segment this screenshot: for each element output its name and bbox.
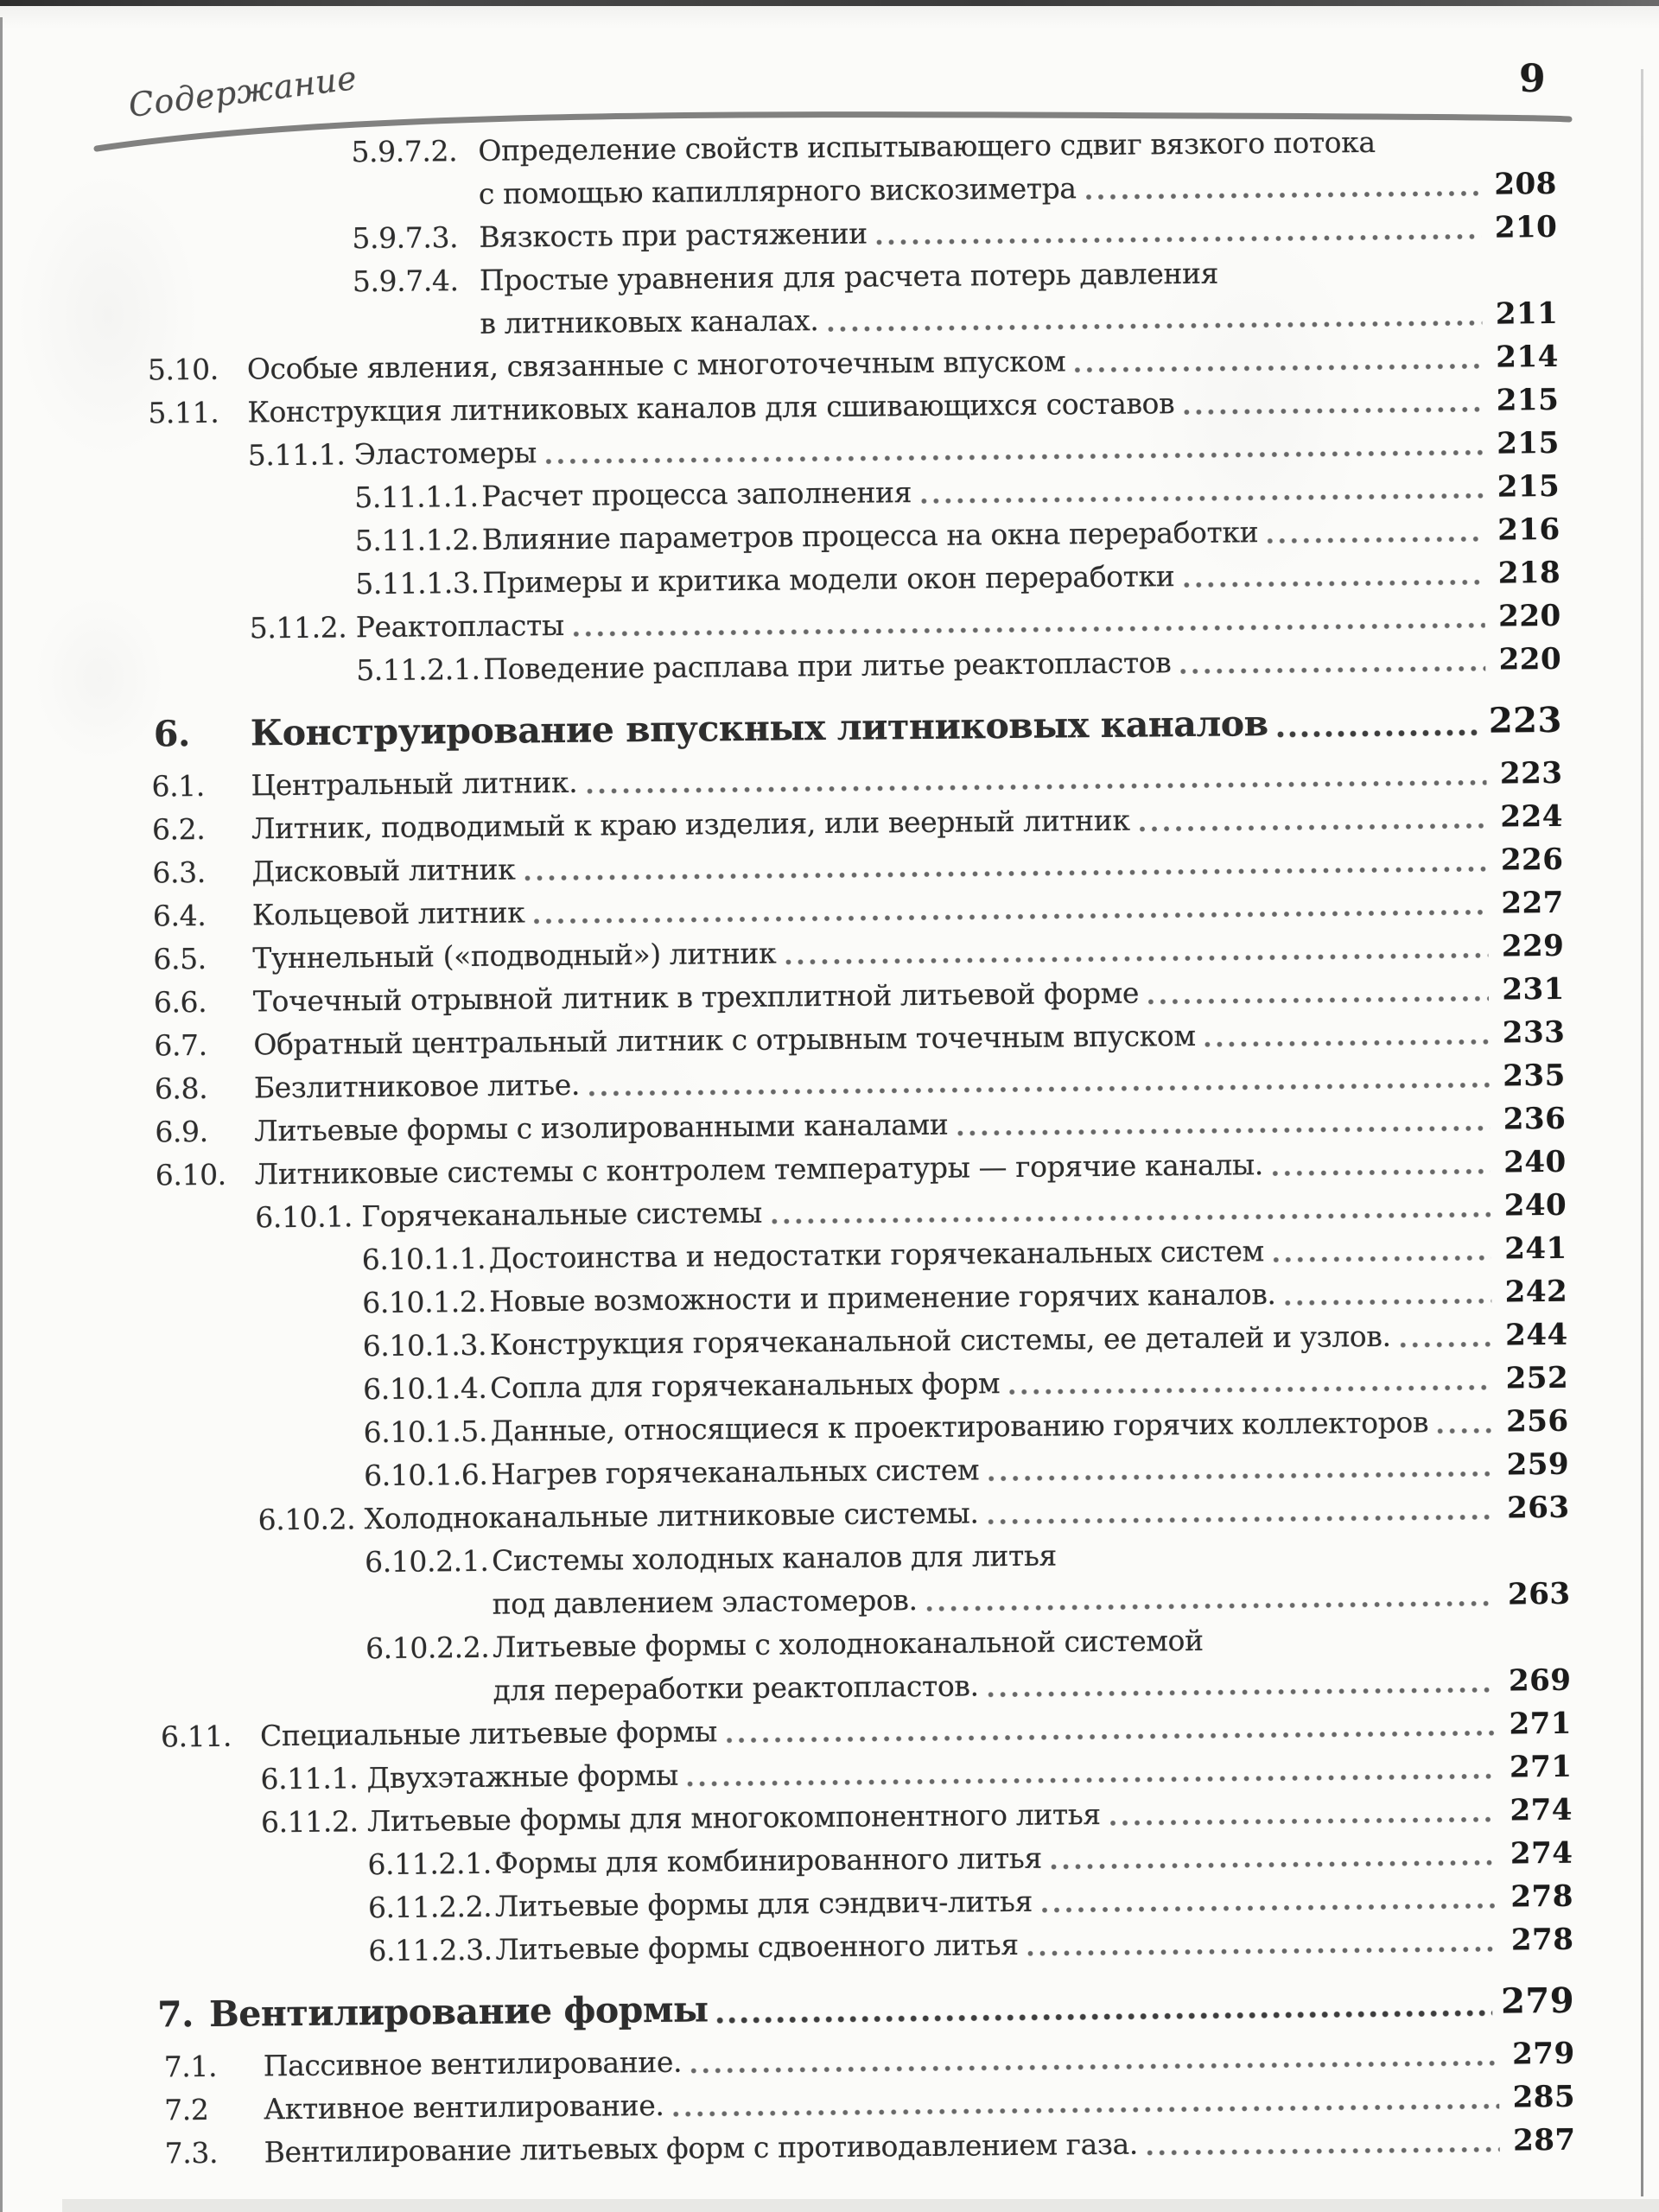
toc-entry-page: 231 xyxy=(1502,971,1566,1007)
toc-entry-title: Определение свойств испытывающего сдвиг вязкого потока xyxy=(478,124,1376,168)
toc-entry-page: 210 xyxy=(1494,209,1558,245)
toc-entry-page: 263 xyxy=(1506,1490,1570,1526)
toc-entry-body xyxy=(209,1977,1574,2038)
toc-entry-page: 215 xyxy=(1497,425,1560,461)
dot-leader xyxy=(783,950,1488,968)
dot-leader xyxy=(715,2007,1493,2026)
toc-entry-number: 6.4. xyxy=(152,898,207,933)
toc-entry-page: 287 xyxy=(1512,2122,1576,2158)
toc-entry-title: Конструкция горячеканальной системы, ее деталей и узлов. xyxy=(489,1319,1391,1362)
toc-entry-number: 6.3. xyxy=(152,855,207,890)
toc-entry-number: 6.5. xyxy=(153,941,207,976)
toc-entry-title: Центральный литник. xyxy=(251,765,578,803)
dot-leader xyxy=(986,1684,1496,1700)
toc-entry-page: 229 xyxy=(1501,928,1565,964)
dot-leader xyxy=(543,447,1484,467)
toc-entry-body xyxy=(493,1616,1572,1713)
toc-entry-page: 227 xyxy=(1501,885,1565,921)
running-title: Содержание xyxy=(126,58,359,125)
toc-entry-page: 259 xyxy=(1506,1446,1570,1483)
toc-entry-number: 5.9.7.2. xyxy=(351,134,458,169)
dot-leader xyxy=(1026,1943,1498,1959)
dot-leader xyxy=(587,1079,1490,1099)
dot-leader xyxy=(1007,1382,1492,1397)
toc-entry-number: 6. xyxy=(153,713,190,755)
toc-entry-page: 224 xyxy=(1500,798,1564,835)
toc-entry-title: Простые уравнения для расчета потерь давления xyxy=(479,256,1219,297)
toc-entry-number: 5.9.7.4. xyxy=(352,264,459,299)
table-of-contents xyxy=(0,118,1659,2177)
toc-entry-title: для переработки реактопластов. xyxy=(493,1669,979,1707)
toc-entry-number: 5.11.2. xyxy=(249,610,347,645)
toc-entry-title: Конструирование впускных литниковых каналов xyxy=(250,702,1268,754)
toc-entry-title: Пассивное вентилирование. xyxy=(263,2044,683,2083)
toc-entry-line xyxy=(495,1918,1573,1972)
toc-entry-page: 271 xyxy=(1509,1706,1573,1742)
dot-leader xyxy=(986,1468,1493,1484)
toc-entry-page: 269 xyxy=(1508,1662,1572,1699)
dot-leader xyxy=(724,1727,1496,1746)
toc-entry-body xyxy=(480,249,1559,346)
toc-entry-line xyxy=(483,638,1561,691)
toc-entry-number: 5.11.1.2. xyxy=(354,522,480,558)
dot-leader xyxy=(1146,993,1489,1007)
toc-entry-title: Сопла для горячеканальных форм xyxy=(490,1366,1001,1405)
toc-entry-title: Холодноканальные литниковые системы. xyxy=(364,1496,979,1536)
dot-leader xyxy=(584,777,1486,797)
toc-entry-number: 7.2 xyxy=(164,2092,209,2127)
toc-entry-number: 6.11. xyxy=(160,1719,232,1754)
dot-leader xyxy=(925,1598,1495,1614)
toc-entry xyxy=(12,1976,1659,2040)
dot-leader xyxy=(531,906,1488,927)
toc-entry-number: 7.1. xyxy=(163,2049,218,2084)
toc-entry-title: под давлением эластомеров. xyxy=(492,1583,918,1621)
toc-entry-number: 6.10.1. xyxy=(255,1199,353,1235)
toc-entry-number: 6.7. xyxy=(154,1027,207,1063)
toc-entry-page: 220 xyxy=(1498,641,1562,677)
toc-entry-title: Туннельный («подводный») литник xyxy=(252,936,777,976)
toc-entry-page: 208 xyxy=(1494,166,1558,202)
toc-entry-number: 6.11.2. xyxy=(260,1804,359,1840)
toc-entry-title: Специальные литьевые формы xyxy=(259,1714,718,1753)
dot-leader xyxy=(1084,188,1481,202)
toc-entry-number: 6.2. xyxy=(151,811,206,847)
toc-entry-title: Литьевые формы с изолированными каналами xyxy=(254,1107,949,1148)
toc-entry-body xyxy=(478,119,1557,216)
toc-entry xyxy=(8,1529,1659,1630)
toc-entry-page: 226 xyxy=(1500,842,1564,878)
dot-leader xyxy=(1271,1252,1491,1265)
toc-entry-page: 211 xyxy=(1495,296,1559,332)
toc-entry-title: Поведение расплава при литье реактопластов xyxy=(483,645,1172,686)
toc-entry-line xyxy=(251,696,1562,758)
toc-entry-title: Особые явления, связанные с многоточечным впуском xyxy=(246,344,1066,386)
dot-leader xyxy=(1178,663,1485,677)
toc-entry-page: 233 xyxy=(1502,1014,1566,1051)
toc-entry-page: 215 xyxy=(1496,382,1560,418)
dot-leader xyxy=(1137,820,1487,835)
toc-entry-title: Реактопласты xyxy=(355,607,564,645)
toc-entry-page: 274 xyxy=(1510,1792,1573,1828)
toc-entry-number: 6.10.2.2. xyxy=(365,1630,490,1666)
toc-entry-body xyxy=(251,696,1562,758)
scan-top-edge xyxy=(0,0,1659,6)
toc-entry-number: 5.9.7.3. xyxy=(352,220,459,256)
dot-leader xyxy=(1039,1900,1497,1916)
toc-entry-page: 278 xyxy=(1510,1922,1574,1958)
toc-entry-number: 6.1. xyxy=(151,768,206,804)
toc-entry-title: Расчет процесса заполнения xyxy=(481,475,912,513)
dot-leader xyxy=(874,231,1482,248)
toc-entry xyxy=(0,118,1654,220)
toc-entry-title: Данные, относящиеся к проектированию горячих коллекторов xyxy=(490,1405,1429,1448)
toc-entry xyxy=(0,248,1656,350)
toc-entry-body xyxy=(483,638,1561,691)
toc-entry-number: 6.8. xyxy=(154,1071,208,1106)
toc-entry-title: Горячеканальные системы xyxy=(361,1195,763,1234)
toc-entry-page: 223 xyxy=(1499,755,1563,791)
toc-entry-body xyxy=(495,1918,1573,1972)
dot-leader xyxy=(955,1122,1490,1139)
toc-entry-number: 6.10. xyxy=(155,1157,226,1192)
dot-leader xyxy=(825,317,1482,334)
toc-entry-title: Эластомеры xyxy=(353,435,537,472)
toc-entry-number: 6.10.1.3. xyxy=(362,1327,487,1363)
toc-entry-title: Конструкция литниковых каналов для сшивающихся составов xyxy=(247,386,1175,429)
dot-leader xyxy=(1435,1425,1493,1437)
toc-entry-title: Литниковые системы с контролем температуры — горячие каналы. xyxy=(254,1147,1264,1192)
toc-entry-title: Литьевые формы с холодноканальной системой xyxy=(492,1623,1204,1664)
toc-entry-title: Обратный центральный литник с отрывным точечным впуском xyxy=(253,1018,1196,1062)
toc-entry-number: 6.11.2.1. xyxy=(367,1846,493,1882)
toc-entry-page: 252 xyxy=(1505,1360,1569,1396)
toc-entry-page: 240 xyxy=(1503,1187,1567,1224)
toc-entry-title: Литник, подводимый к краю изделия, или веерный литник xyxy=(251,803,1130,846)
dot-leader xyxy=(986,1511,1494,1528)
toc-entry-page: 279 xyxy=(1500,1980,1575,2022)
toc-entry-number: 6.11.2.2. xyxy=(367,1889,493,1925)
page-number: 9 xyxy=(1519,57,1546,101)
toc-entry-title: с помощью капиллярного вискозиметра xyxy=(478,171,1077,211)
toc-entry-page: 244 xyxy=(1504,1317,1568,1353)
toc-entry-body xyxy=(492,1529,1571,1626)
toc-entry-number: 5.11.1.3. xyxy=(355,565,480,601)
toc-entry-page: 263 xyxy=(1507,1576,1571,1612)
toc-entry-title: Влияние параметров процесса на окна переработки xyxy=(481,515,1259,556)
toc-entry-number: 5.11.1. xyxy=(247,437,346,473)
toc-entry-number: 6.10.1.4. xyxy=(363,1370,487,1407)
dot-leader xyxy=(918,490,1484,506)
toc-entry-title: Литьевые формы для сэндвич-литья xyxy=(494,1884,1033,1923)
toc-entry-title: Новые возможности и применение горячих каналов. xyxy=(489,1277,1276,1319)
toc-entry-title: Системы холодных каналов для литья xyxy=(491,1538,1058,1578)
toc-entry-page: 274 xyxy=(1510,1835,1573,1872)
dot-leader xyxy=(1181,404,1483,417)
toc-entry-page: 220 xyxy=(1497,598,1561,634)
toc-entry-page: 216 xyxy=(1497,512,1560,548)
dot-leader xyxy=(1181,576,1484,590)
toc-entry-number: 5.11.1.1. xyxy=(354,479,479,515)
dot-leader xyxy=(1265,533,1484,546)
toc-entry-page: 223 xyxy=(1488,699,1563,741)
dot-leader xyxy=(1270,1166,1491,1179)
dot-leader xyxy=(1049,1857,1497,1872)
toc-entry-page: 215 xyxy=(1497,468,1560,505)
dot-leader xyxy=(1283,1295,1492,1308)
toc-entry-number: 5.11. xyxy=(148,395,219,430)
dot-leader xyxy=(769,1209,1491,1227)
toc-entry-title: Литьевые формы для многокомпонентного литья xyxy=(366,1797,1101,1839)
toc-entry-number: 5.10. xyxy=(147,352,219,387)
toc-entry-title: Нагрев горячеканальных систем xyxy=(490,1452,980,1491)
toc-entry-title: Дисковый литник xyxy=(251,852,516,889)
toc-entry-title: Вентилирование литьевых форм с противодавлением газа. xyxy=(264,2126,1139,2170)
toc-entry-page: 279 xyxy=(1511,2036,1575,2072)
toc-entry-number: 6.10.1.1. xyxy=(361,1241,486,1277)
dot-leader xyxy=(1108,1814,1497,1828)
toc-entry-page: 285 xyxy=(1512,2079,1576,2115)
toc-entry-title: Формы для комбинированного литья xyxy=(494,1840,1042,1880)
toc-entry-number: 6.10.1.6. xyxy=(363,1457,488,1493)
dot-leader xyxy=(522,863,1487,884)
dot-leader xyxy=(571,620,1485,639)
toc-entry-number: 7.3. xyxy=(164,2135,219,2171)
toc-entry-page: 240 xyxy=(1503,1144,1567,1180)
toc-entry-title: Примеры и критика модели окон переработки xyxy=(482,559,1175,600)
toc-entry-number: 6.10.2. xyxy=(257,1502,356,1537)
toc-entry-title: Вентилирование формы xyxy=(208,1988,709,2035)
toc-entry-number: 7. xyxy=(156,1993,194,2036)
toc-entry-page: 214 xyxy=(1496,339,1559,375)
toc-entry-number: 6.10.1.2. xyxy=(362,1284,486,1320)
dot-leader xyxy=(1203,1036,1490,1050)
toc-entry-title: Точечный отрывной литник в трехплитной литьевой форме xyxy=(252,976,1140,1019)
scan-bottom-edge xyxy=(62,2199,1659,2212)
toc-entry-number: 6.6. xyxy=(153,984,207,1020)
toc-entry-page: 271 xyxy=(1509,1749,1573,1785)
toc-entry-page: 256 xyxy=(1505,1403,1569,1440)
toc-entry xyxy=(9,1615,1659,1717)
toc-entry-page: 235 xyxy=(1503,1058,1566,1094)
toc-entry-number: 6.10.2.1. xyxy=(364,1543,489,1580)
scan-top-shadow xyxy=(0,6,1659,29)
toc-entry-line xyxy=(209,1977,1574,2038)
toc-entry-page: 242 xyxy=(1504,1274,1568,1310)
toc-entry-page: 241 xyxy=(1504,1230,1567,1267)
dot-leader xyxy=(671,2101,1499,2120)
toc-entry-title: Активное вентилирование. xyxy=(264,2088,664,2126)
toc-entry-page: 218 xyxy=(1497,555,1561,591)
toc-entry-title: Двухэтажные формы xyxy=(366,1758,679,1796)
dot-leader xyxy=(1398,1338,1492,1351)
toc-entry-title: Безлитниковое литье. xyxy=(253,1067,581,1105)
dot-leader xyxy=(1275,727,1480,740)
toc-entry-page: 278 xyxy=(1510,1878,1574,1915)
toc-entry-number: 6.10.1.5. xyxy=(363,1414,488,1450)
toc-entry-title: Литьевые формы сдвоенного литья xyxy=(495,1927,1019,1967)
toc-entry-number: 6.11.2.3. xyxy=(368,1932,493,1968)
toc-entry-title: Достоинства и недостатки горячеканальных систем xyxy=(488,1234,1264,1275)
dot-leader xyxy=(1145,2144,1500,2158)
toc-entry xyxy=(0,696,1659,760)
dot-leader xyxy=(685,1770,1497,1789)
toc-entry-number: 6.11.1. xyxy=(260,1761,359,1796)
toc-entry-title: Кольцевой литник xyxy=(251,895,525,932)
dot-leader xyxy=(689,2057,1499,2076)
dot-leader xyxy=(1072,360,1483,376)
toc-entry-number: 6.9. xyxy=(155,1114,208,1149)
toc-entry-title: Вязкость при растяжении xyxy=(479,216,868,254)
toc-entry-page: 236 xyxy=(1503,1101,1567,1137)
toc-entry-title: в литниковых каналах. xyxy=(480,303,819,340)
toc-entry-number: 5.11.2.1. xyxy=(356,652,480,688)
